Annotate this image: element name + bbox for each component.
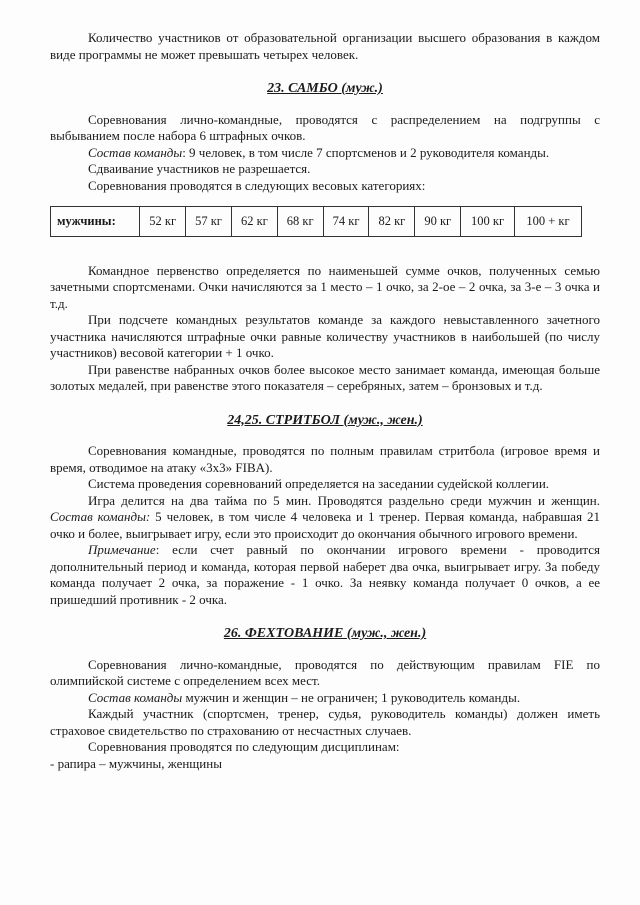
fencing-paragraph-3: Каждый участник (спортсмен, тренер, судья, руководитель команды) должен иметь страховое свидетельство по страхованию от несчастных случаев. [50,706,600,738]
weight-categories-row [51,207,582,237]
sambo-paragraph-3: Сдваивание участников не разрешается. [88,161,311,176]
sambo-team-paragraph [50,145,600,162]
streetball-note-text: : если счет равный по окончании игрового времени - проводится дополнительный период и команда, которая первой наберет два очка, выигрывает игру. За победу команда получает 2 очка, за поражение - 1 очко. За неявку команда получает 0 очков, а ее пришедший противник - 2 очка. [50,542,600,607]
weight-cell: 82 кг [369,207,415,237]
fencing-paragraph-4: Соревнования проводятся по следующим дисциплинам: [88,739,400,754]
sambo-team-text: : 9 человек, в том числе 7 спортсменов и 2 руководителя команды. [182,144,550,160]
sambo-paragraph-5: Командное первенство определяется по наименьшей сумме очков, полученных семью зачетными спортсменами. Очки начисляются за 1 место – 1 очко, за 2-ое – 2 очка, за 3-е – 3 очка и т.д. [50,262,600,311]
weight-cell: 62 кг [231,207,277,237]
sambo-team-label: Состав команды [88,144,183,160]
weight-categories-table [50,206,582,237]
sambo-paragraph-7: При равенстве набранных очков более высокое место занимает команда, имеющая больше золотых медалей, при равенстве этого показателя – серебряных, затем – бронзовых и т.д. [50,361,600,393]
weight-cell: 57 кг [186,207,232,237]
intro-paragraph: Количество участников от образовательной организации высшего образования в каждом виде программы не может превышать четырех человек. [50,30,600,62]
streetball-note-label: Примечание [88,542,156,557]
streetball-paragraph-1: Соревнования командные, проводятся по полным правилам стритбола (игровое время и время, отводимое на атаку «3х3» FIBA). [50,443,600,475]
section-title-streetball: 24,25. СТРИТБОЛ (муж., жен.) [227,412,423,428]
sambo-paragraph-6: При подсчете командных результатов команде за каждого невыставленного зачетного участника начисляются штрафные очки равные количеству участников в наибольшей (по числу участников) весовой категории + 1 очко. [50,312,600,360]
weight-cell: 100 кг [461,207,515,237]
streetball-team-label: Состав команды: [50,509,151,524]
weight-cell: 68 кг [277,207,323,237]
fencing-discipline-item: - рапира – мужчины, женщины [50,755,222,771]
streetball-note-paragraph [50,542,600,608]
streetball-paragraph-2: Система проведения соревнований определяется на заседании судейской коллегии. [88,476,550,491]
streetball-p3-end: 5 человек, в том числе 4 человека и 1 тренер. Первая команда, набравшая 21 очко и более, выигрывает игру, если это происходит до окончания обычного игрового времени. [50,509,600,541]
fencing-team-label: Состав команды [88,689,183,705]
streetball-p3-start: Игра делится на два тайма по 5 мин. Проводятся раздельно среди мужчин и женщин. [88,492,600,508]
section-title-sambo: 23. САМБО (муж.) [267,81,383,96]
fencing-team-text: мужчин и женщин – не ограничен; 1 руководитель команды. [182,689,521,705]
section-title-fencing: 26. ФЕХТОВАНИЕ (муж., жен.) [223,626,427,641]
sambo-paragraph-1: Соревнования лично-командные, проводятся с распределением на подгруппы с выбыванием после набора 6 штрафных очков. [50,111,600,143]
streetball-paragraph-3 [50,493,600,543]
weight-cell: 74 кг [323,207,369,237]
weight-cell: 100 + кг [515,207,582,237]
fencing-team-paragraph [50,690,600,707]
weight-cell: 90 кг [415,207,461,237]
weight-cell: 52 кг [140,207,186,237]
fencing-paragraph-1: Соревнования лично-командные, проводятся по действующим правилам FIE по олимпийской системе с определением всех мест. [50,656,600,688]
weights-label-cell: мужчины: [51,207,140,237]
sambo-paragraph-4: Соревнования проводятся в следующих весовых категориях: [88,177,426,193]
